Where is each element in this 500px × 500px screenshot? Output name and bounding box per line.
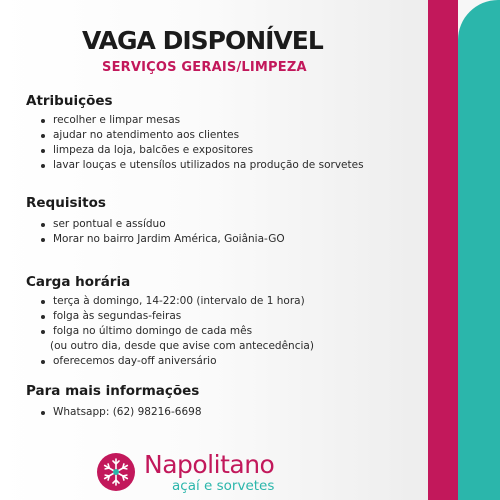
brand-name: Napolitano xyxy=(144,450,275,479)
list-item: folga no último domingo de cada mês xyxy=(40,324,314,339)
section-title-contato: Para mais informações xyxy=(26,383,200,399)
list-item: oferecemos day-off aniversário xyxy=(40,354,314,369)
list-item: lavar louças e utensílos utilizados na produção de sorvetes xyxy=(40,158,364,173)
list-item: recolher e limpar mesas xyxy=(40,113,364,128)
pink-stripe xyxy=(428,0,458,500)
list-item: folga às segundas-feiras xyxy=(40,309,314,324)
list-item: Morar no bairro Jardim América, Goiânia-GO xyxy=(40,232,285,247)
section-title-carga: Carga horária xyxy=(26,274,131,290)
list-item: ajudar no atendimento aos clientes xyxy=(40,128,364,143)
list-item-continuation: (ou outro dia, desde que avise com antecedência) xyxy=(50,340,314,352)
job-subtitle: SERVIÇOS GERAIS/LIMPEZA xyxy=(102,60,307,75)
brand-tagline: açaí e sorvetes xyxy=(172,478,275,494)
brand-logo xyxy=(96,450,306,496)
list-contato xyxy=(40,405,202,420)
list-atribuicoes xyxy=(40,113,364,173)
whatsapp-contact: Whatsapp: (62) 98216-6698 xyxy=(40,405,202,420)
teal-stripe xyxy=(458,0,500,500)
list-carga xyxy=(40,294,314,369)
list-item: terça à domingo, 14-22:00 (intervalo de 1 hora) xyxy=(40,294,314,309)
section-title-atribuicoes: Atribuições xyxy=(26,93,113,109)
page-title: VAGA DISPONÍVEL xyxy=(82,26,323,55)
list-item: ser pontual e assíduo xyxy=(40,217,285,232)
list-item: limpeza da loja, balcões e expositores xyxy=(40,143,364,158)
list-requisitos xyxy=(40,217,285,247)
snowflake-icon xyxy=(96,452,136,492)
section-title-requisitos: Requisitos xyxy=(26,195,106,211)
